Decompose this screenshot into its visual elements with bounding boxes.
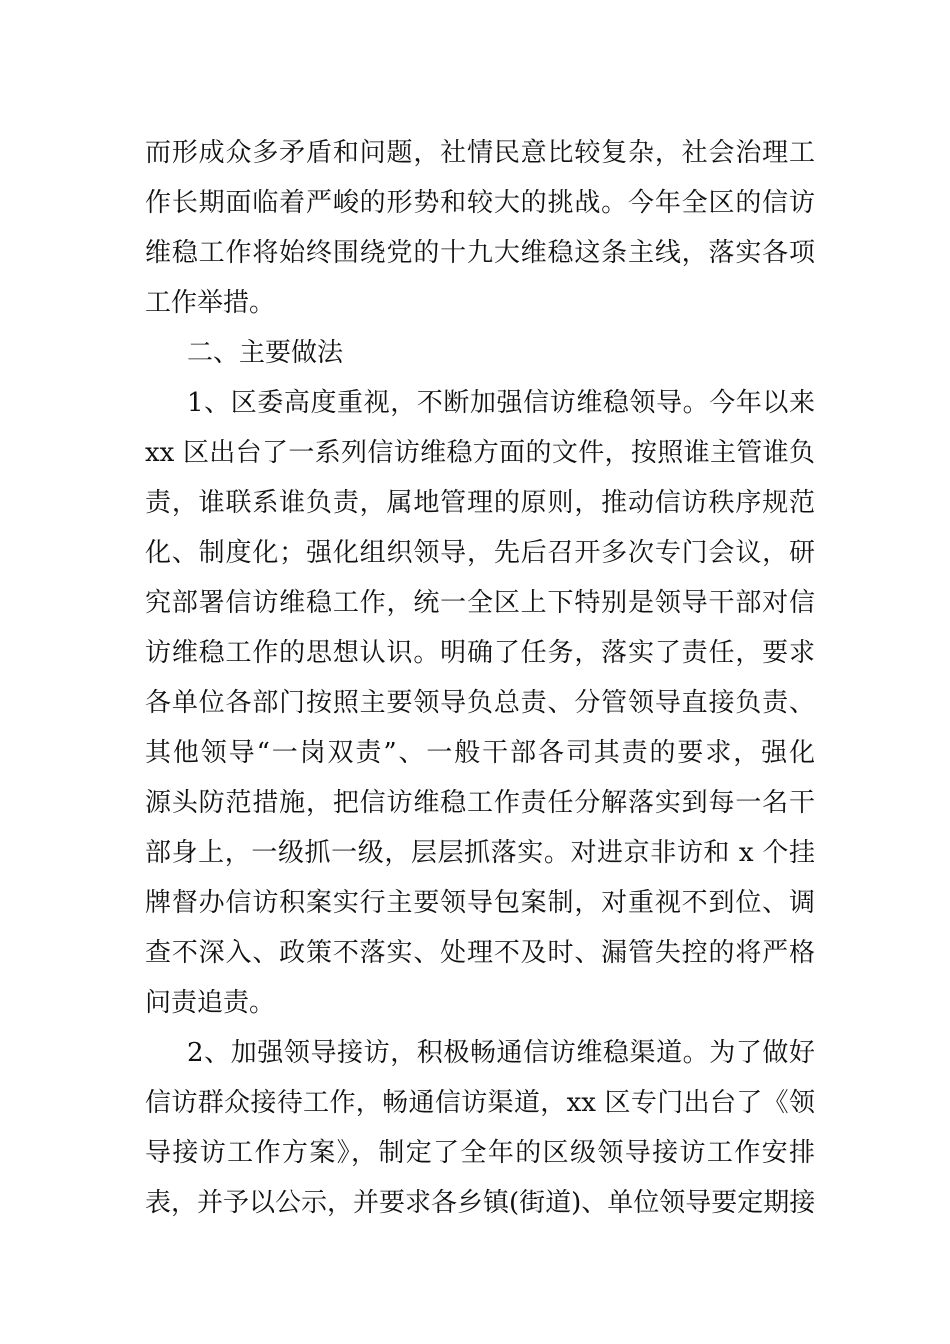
paragraph-line: 而形成众多矛盾和问题，社情民意比较复杂，社会治理工 — [145, 138, 815, 168]
paragraph-line: 导接访工作方案》，制定了全年的区级领导接访工作安排 — [145, 1138, 815, 1168]
paragraph-line: 部身上，一级抓一级，层层抓落实。对进京非访和 x 个挂 — [145, 838, 815, 868]
paragraph-line: 化、制度化；强化组织领导，先后召开多次专门会议，研 — [145, 538, 815, 568]
paragraph-line: 作长期面临着严峻的形势和较大的挑战。今年全区的信访 — [145, 188, 815, 218]
paragraph-line: 源头防范措施，把信访维稳工作责任分解落实到每一名干 — [145, 788, 815, 818]
section-heading: 二、主要做法 — [187, 338, 344, 368]
paragraph-line: 2、加强领导接访，积极畅通信访维稳渠道。为了做好 — [187, 1038, 815, 1068]
paragraph-line: 责，谁联系谁负责，属地管理的原则，推动信访秩序规范 — [145, 488, 815, 518]
paragraph-line: xx 区出台了一系列信访维稳方面的文件，按照谁主管谁负 — [145, 438, 815, 468]
paragraph-line: 其他领导“一岗双责”、一般干部各司其责的要求，强化 — [145, 738, 815, 768]
paragraph-line: 问责追责。 — [145, 988, 276, 1018]
paragraph-line: 查不深入、政策不落实、处理不及时、漏管失控的将严格 — [145, 938, 815, 968]
paragraph-line: 牌督办信访积案实行主要领导包案制，对重视不到位、调 — [145, 888, 815, 918]
paragraph-line: 表，并予以公示，并要求各乡镇(街道)、单位领导要定期接 — [145, 1188, 816, 1218]
paragraph-line: 究部署信访维稳工作，统一全区上下特别是领导干部对信 — [145, 588, 815, 618]
paragraph-line: 工作举措。 — [145, 288, 276, 318]
paragraph-line: 信访群众接待工作，畅通信访渠道，xx 区专门出台了《领 — [145, 1088, 815, 1118]
paragraph-line: 维稳工作将始终围绕党的十九大维稳这条主线，落实各项 — [145, 238, 815, 268]
paragraph-line: 访维稳工作的思想认识。明确了任务，落实了责任，要求 — [145, 638, 815, 668]
paragraph-line: 各单位各部门按照主要领导负总责、分管领导直接负责、 — [145, 688, 815, 718]
paragraph-line: 1、区委高度重视，不断加强信访维稳领导。今年以来 — [187, 388, 815, 418]
